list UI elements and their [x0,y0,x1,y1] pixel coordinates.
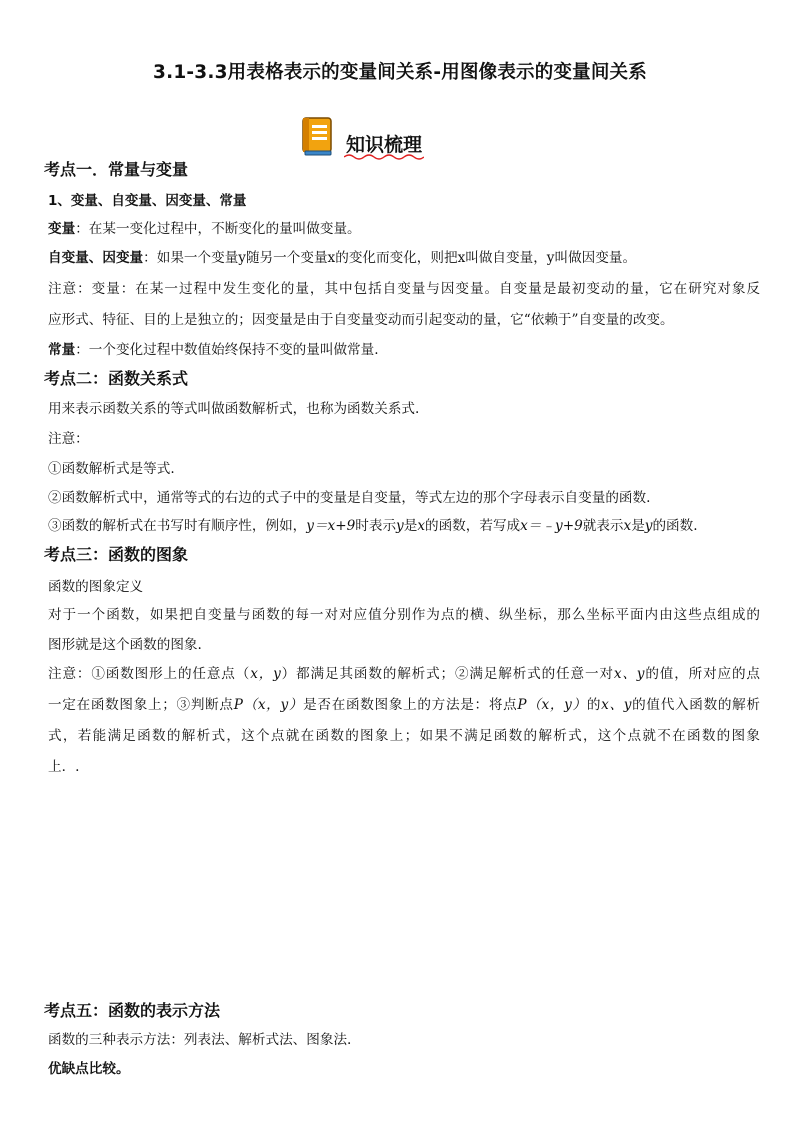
bianliang-term: 变量 [48,221,76,237]
zibianliang-text: ：如果一个变量y随另一个变量x的变化而变化，则把x叫做自变量，y叫做因变量。 [143,250,637,266]
item3-text-g: 的函数. [652,518,698,534]
section5-heading: 考点五：函数的表示方法 [44,1001,221,1020]
note2-text-b: 是否在函数图象上的方法是：将点 [303,697,518,713]
bianliang-definition [48,217,760,237]
changliang-definition [48,338,760,358]
note-text-b: ）都满足其函数的解析式；②满足解析式的任意一对 [280,666,614,682]
item3-equation2: x＝﹣y+9 [520,518,583,534]
section3-line3: 图形就是这个函数的图象. [48,637,202,653]
item3-equation1: y＝x+9 [306,518,356,534]
note2-text-c: 的 [586,697,602,713]
section2-definition: 用来表示函数关系的等式叫做函数解析式，也称为函数关系式. [48,401,420,417]
section5-bold-text: 优缺点比较。 [48,1061,130,1077]
badge-label: 知识梳理 [346,134,423,156]
section1-subheading: 1、变量、自变量、因变量、常量 [48,193,247,209]
section3-note-line4: 上．. [48,759,80,775]
note2-text-a: 一定在函数图象上；③判断点 [48,697,234,713]
item3-var-y2: y [644,518,653,534]
item3-var-y1: y [396,518,404,534]
section2-item3 [48,514,760,534]
note-vars-xy1: x，y [250,666,281,682]
item3-text-d: 的函数，若写成 [425,518,521,534]
item3-var-x2: x [623,518,632,534]
page-title: 3.1-3.3用表格表示的变量间关系-用图像表示的变量间关系 [153,62,647,83]
section2-note-label: 注意： [48,431,89,447]
section5-line2 [48,1057,760,1077]
section1-note-line2: 应形式、特征、目的上是独立的；因变量是由于自变量变动而引起变动的量，它“依赖于”自变量的改变。 [48,312,674,328]
item3-text-b: 时表示 [355,518,397,534]
book-icon [300,116,336,156]
section3-line2: 对于一个函数，如果把自变量与函数的每一对对应值分别作为点的横、纵坐标，那么坐标平面内由这些点组成的 [48,607,760,623]
section2-item2: ②函数解析式中，通常等式的右边的式子中的变量是自变量，等式左边的那个字母表示自变量的函数. [48,490,651,506]
changliang-text: ：一个变化过程中数值始终保持不变的量叫做常量. [75,342,379,358]
note2-text-d: 的值代入函数的解析 [631,697,761,713]
section2-heading: 考点二：函数关系式 [44,369,189,388]
bianliang-text: ：在某一变化过程中，不断变化的量叫做变量。 [75,221,361,237]
note-text-c: 的值，所对应的点 [644,666,760,682]
section1-note-line1: 注意：变量：在某一过程中发生变化的量，其中包括自变量与因变量。自变量是最初变动的量，它在研究对象反 [48,281,760,297]
knowledge-badge [300,116,430,160]
note2-point-p: P（x，y） [233,697,304,713]
wavy-underline [344,153,424,161]
note2-point-p2: P（x，y） [517,697,587,713]
note2-vars-xy: x、y [601,697,632,713]
note-text-a: 注意：①函数图形上的任意点（ [48,666,251,682]
section2-item1: ①函数解析式是等式. [48,461,175,477]
section3-note-line3: 式，若能满足函数的解析式，这个点就在函数的图象上；如果不满足函数的解析式，这个点就不在函数的图象 [48,728,760,744]
section5-line1: 函数的三种表示方法：列表法、解析式法、图象法. [48,1032,352,1048]
item3-text-f: 是 [631,518,645,534]
zibianliang-definition [48,246,760,266]
section3-line1: 函数的图象定义 [48,579,144,595]
section1-heading: 考点一．常量与变量 [44,160,189,179]
section3-heading: 考点三：函数的图象 [44,545,189,564]
item3-text-e: 就表示 [582,518,624,534]
item3-var-x1: x [417,518,425,534]
zibianliang-term: 自变量、因变量 [48,250,144,266]
item3-text-a: ③函数的解析式在书写时有顺序性，例如， [48,518,307,534]
item3-text-c: 是 [403,518,418,534]
section3-note-line1 [48,662,760,682]
section3-note-line2 [48,693,760,713]
changliang-term: 常量 [48,342,76,358]
note-vars-xy2: x、y [613,666,645,682]
